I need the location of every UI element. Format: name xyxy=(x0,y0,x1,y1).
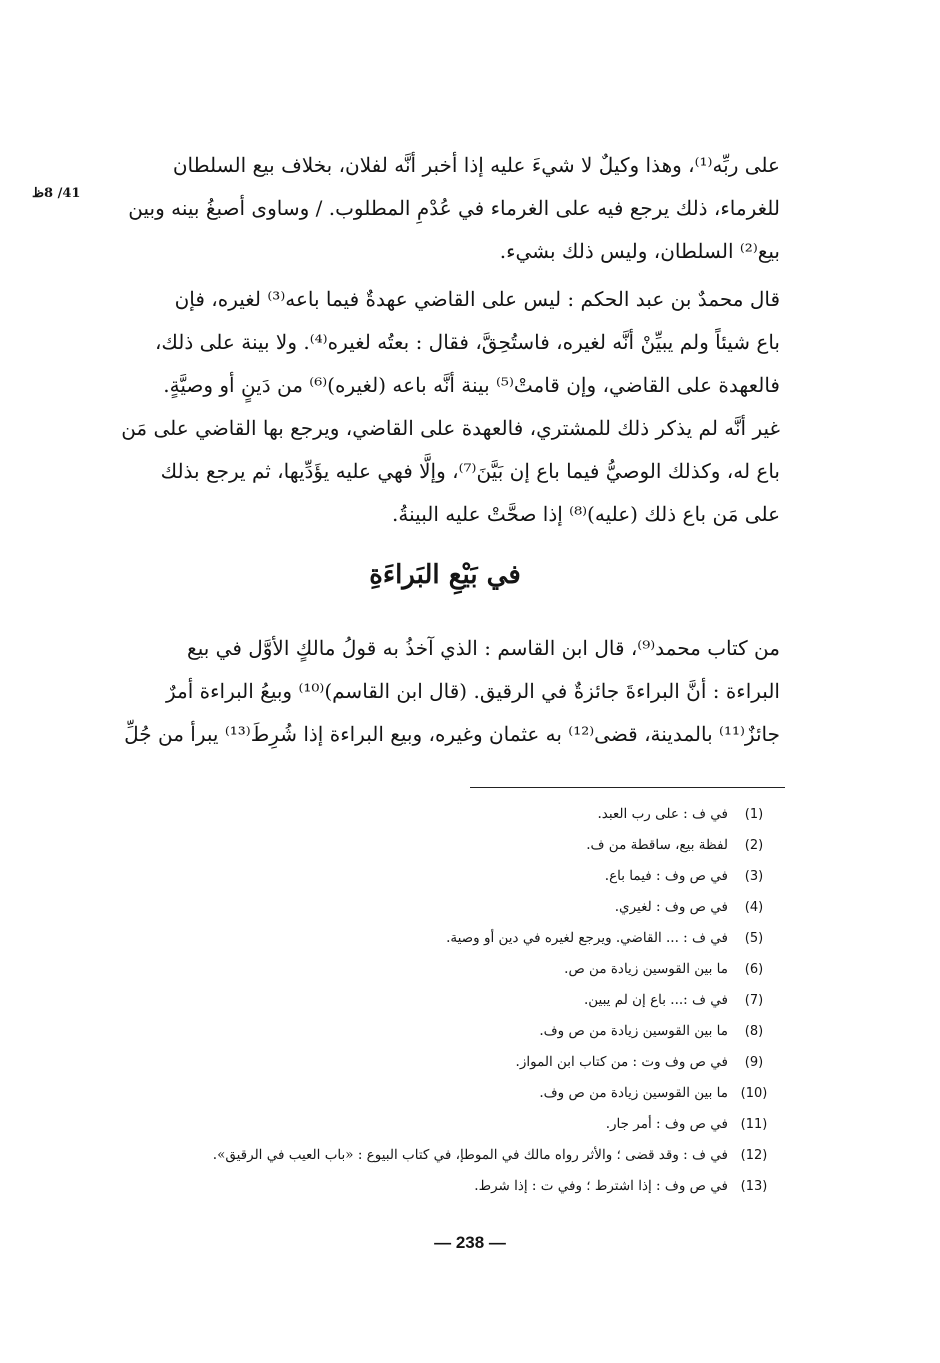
footnote-item xyxy=(140,923,780,954)
footnote-number: (13) xyxy=(740,1179,768,1194)
footnote-text: في ص وف : فيما باع. xyxy=(604,868,728,884)
footnote-number: (7) xyxy=(744,993,764,1008)
footnote-number: (5) xyxy=(744,931,764,946)
footnote-text: ما بين القوسين زيادة من ص. xyxy=(564,961,728,977)
paragraph-3-line-3: جائزٌ⁽¹¹⁾ بالمدينة، قضى⁽¹²⁾ به عثمان وغيره، وبيع البراءة إذا شُرِطَ⁽¹³⁾ يبرأ من جُلِّ xyxy=(124,722,780,746)
paragraph-2-line-4: غير أنَّه لم يذكر ذلك للمشتري، فالعهدة على القاضي، ويرجع بها القاضي على مَن xyxy=(121,416,780,440)
footnote-text: في ف :... باع إن لم يبين. xyxy=(583,992,728,1008)
paragraph-2-line-6: على مَن باع ذلك (عليه)⁽⁸⁾ إذا صحَّتْ عليه البينةُ. xyxy=(392,502,780,526)
footnote-item xyxy=(140,830,780,861)
footnote-item xyxy=(140,861,780,892)
footnote-item xyxy=(140,1140,780,1171)
footnote-number: (10) xyxy=(740,1086,768,1101)
footnote-item xyxy=(140,1078,780,1109)
footnote-item xyxy=(140,892,780,923)
footnote-item xyxy=(140,1016,780,1047)
footnote-item xyxy=(140,1109,780,1140)
footnote-text: في ص وف وت : من كتاب ابن المواز. xyxy=(515,1054,728,1070)
footnote-number: (9) xyxy=(744,1055,764,1070)
section-heading: في بَيْعِ البَراءَةِ xyxy=(369,560,521,590)
paragraph-3-line-1: من كتاب محمد⁽⁹⁾، قال ابن القاسم : الذي آخذُ به قولُ مالكٍ الأوَّل في بيع xyxy=(187,636,780,660)
footnote-number: (8) xyxy=(744,1024,764,1039)
paragraph-1-line-2: للغرماء، ذلك يرجع فيه على الغرماء في عُدْمِ المطلوب. / وساوى أصبغُ بينه وبين xyxy=(128,196,780,220)
paragraph-1-line-1: على ربِّه⁽¹⁾، وهذا وكيلٌ لا شيءَ عليه إذا أخبر أنَّه لفلان، بخلاف بيع السلطان xyxy=(172,153,780,177)
footnote-item xyxy=(140,1047,780,1078)
footnote-text: في ص وف : لغيري. xyxy=(614,899,728,915)
footnotes-list xyxy=(140,799,780,1202)
paragraph-1-line-3: بيع⁽²⁾ السلطان، وليس ذلك بشيء. xyxy=(499,239,780,263)
footnote-item xyxy=(140,1171,780,1202)
footnote-separator xyxy=(470,787,785,788)
footnote-number: (6) xyxy=(744,962,764,977)
footnote-number: (4) xyxy=(744,900,764,915)
footnote-number: (12) xyxy=(740,1148,768,1163)
paragraph-3 xyxy=(110,627,780,756)
footnote-number: (2) xyxy=(744,838,764,853)
paragraph-2-line-2: باع شيئاً ولم يبيِّنْ أنَّه لغيره، فاستُحِقَّ، فقال : بعتُه لغيره⁽⁴⁾. ولا بينة على ذلك، xyxy=(154,330,780,354)
footnote-item xyxy=(140,985,780,1016)
paragraph-2-line-3: فالعهدة على القاضي، وإن قامتْ⁽⁵⁾ بينة أنَّه باعه (لغيره)⁽⁶⁾ من دَينٍ أو وصيَّةٍ. xyxy=(163,373,780,397)
paragraph-2-line-1: قال محمدٌ بن عبد الحكم : ليس على القاضي عهدةٌ فيما باعه⁽³⁾ لغيره، فإن xyxy=(174,287,780,311)
paragraph-2-line-5: باع له، وكذلك الوصيُّ فيما باع إن بَيَّنَ⁽⁷⁾، وإلَّا فهي عليه يؤَدِّيها، ثم يرجع بذلك xyxy=(160,459,780,483)
footnote-text: في ف : على رب العبد. xyxy=(597,806,728,822)
manuscript-folio-reference: 41/ 8ظ xyxy=(32,186,81,201)
footnote-text: ما بين القوسين زيادة من ص وف. xyxy=(539,1085,728,1101)
footnote-text: لفظة بيع، ساقطة من ف. xyxy=(586,837,728,853)
footnote-text: في ف : وقد قضى ؛ والأثر رواه مالك في الموطإ، في كتاب البيوع : «باب العيب في الرقيق». xyxy=(212,1147,728,1163)
page-number: — 238 — xyxy=(434,1233,506,1252)
footnote-number: (1) xyxy=(744,807,764,822)
footnote-number: (11) xyxy=(740,1117,768,1132)
footnote-text: في ص وف : إذا اشترط ؛ وفي ت : إذا شرط. xyxy=(474,1178,728,1194)
footnote-text: ما بين القوسين زيادة من ص وف. xyxy=(539,1023,728,1039)
paragraph-1 xyxy=(110,144,780,273)
footnote-item xyxy=(140,954,780,985)
footnote-text: في ص وف : أمر جار. xyxy=(605,1116,728,1132)
paragraph-3-line-2: البراءة : أنَّ البراءةَ جائزةٌ في الرقيق. (قال ابن القاسم)⁽¹⁰⁾ وبيعُ البراءة أمرٌ xyxy=(166,679,780,703)
footnote-item xyxy=(140,799,780,830)
footnote-text: في ف : ... القاضي. ويرجع لغيره في دين أو وصية. xyxy=(446,930,728,946)
paragraph-2 xyxy=(110,278,780,536)
footnote-number: (3) xyxy=(744,869,764,884)
